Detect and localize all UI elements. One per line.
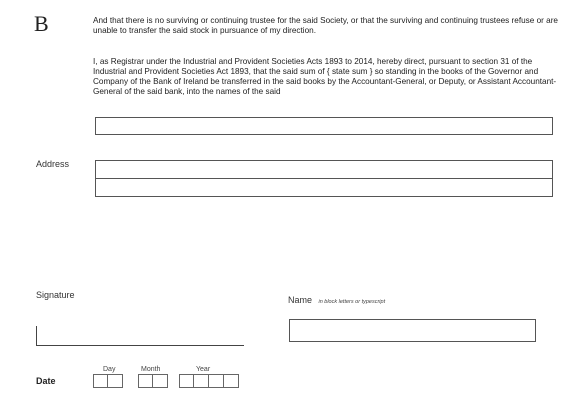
name-label-group	[288, 290, 385, 308]
date-label: Date	[36, 376, 56, 386]
day-digit-1[interactable]	[93, 374, 108, 388]
name-label: Name	[288, 295, 313, 305]
month-digit-1[interactable]	[138, 374, 153, 388]
year-label: Year	[196, 366, 211, 373]
month-digit-2[interactable]	[153, 374, 168, 388]
month-label: Month	[141, 366, 161, 373]
address-field-line-2[interactable]	[95, 178, 553, 197]
day-label: Day	[103, 366, 116, 373]
signature-line[interactable]	[36, 345, 244, 346]
signature-label: Signature	[36, 290, 75, 300]
year-digit-1[interactable]	[179, 374, 194, 388]
name-field[interactable]	[289, 319, 536, 342]
signature-line-left	[36, 326, 37, 346]
names-field[interactable]	[95, 117, 553, 135]
section-letter: B	[34, 11, 49, 36]
year-digit-2[interactable]	[194, 374, 209, 388]
year-digit-4[interactable]	[224, 374, 239, 388]
day-field	[93, 374, 123, 388]
address-label: Address	[36, 159, 70, 169]
year-digit-3[interactable]	[209, 374, 224, 388]
registrar-direction-paragraph: I, as Registrar under the Industrial and Provident Societies Acts 1893 to 2014, hereby direct, pursuant to section 31 of the Industrial and Provident Societies Act 1893, that the said sum of { state sum } so standing in the books of the Governor and Company of the Bank of Ireland be transferred in the said books by the Accountant-General, or Deputy, or Assistant Accountant-General of the said bank, into the names of the said	[93, 57, 557, 96]
address-field-line-1[interactable]	[95, 160, 553, 179]
name-hint: in block letters or typescript	[318, 299, 386, 305]
year-field	[179, 374, 239, 388]
month-field	[138, 374, 168, 388]
trustee-paragraph: And that there is no surviving or continuing trustee for the said Society, or that the surviving and continuing trustees refuse or are unable to transfer the said stock in pursuance of my direction.	[93, 16, 558, 35]
day-digit-2[interactable]	[108, 374, 123, 388]
